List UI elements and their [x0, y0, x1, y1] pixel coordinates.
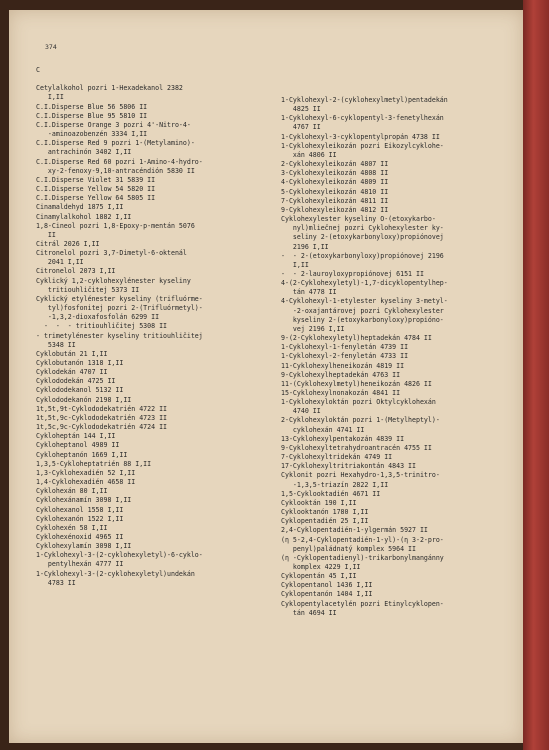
left-index-line: Cyklohexénoxid 4965 II — [36, 532, 124, 541]
right-index-line: 11-Cyklohexylheneikozán 4819 II — [281, 361, 405, 370]
left-index-line: 1,3,5-Cykloheptatrién 88 I,II — [36, 459, 152, 468]
right-index-line: penyl)paládnatý komplex 5964 II — [281, 544, 416, 553]
left-index-line: C.I.Disperse Blue 95 5810 II — [36, 111, 148, 120]
right-index-line: 9-Cyklohexyltetrahydroantracén 4755 II — [281, 443, 432, 452]
left-index-line: -1,3,2-dioxafosfolán 6299 II — [36, 313, 160, 322]
right-index-line: 13-Cyklohexylpentakozán 4839 II — [281, 434, 405, 443]
right-index-line: 2196 I,II — [281, 242, 329, 251]
right-index-line: 1-Cyklohexyl-2-fenyletán 4733 II — [281, 352, 409, 361]
left-index-line: Citrál 2026 I,II — [36, 239, 100, 248]
left-index-line: - - - tritiouhličitej 5308 II — [36, 322, 168, 331]
left-index-line: - trimetylénester kyseliny tritiouhličitej — [36, 331, 203, 340]
left-index-line: Cykloheptanón 1669 I,II — [36, 450, 128, 459]
right-index-line: cyklohexán 4741 II — [281, 425, 365, 434]
right-index-line: 7-Cyklohexyleikozán 4811 II — [281, 196, 389, 205]
left-index-line: 1,3-Cyklohexadién 52 I,II — [36, 468, 136, 477]
left-index-line: C.I.Disperse Orange 3 pozri 4'-Nitro-4- — [36, 120, 191, 129]
left-index-line: C.I.Disperse Blue 56 5806 II — [36, 102, 148, 111]
right-index-line: 4-Cyklohexyleikozán 4809 II — [281, 178, 389, 187]
left-index-line: 1t,5t,9c-Cyklododekatrién 4723 II — [36, 413, 168, 422]
left-index-line: 1t,5t,9t-Cyklododekatrién 4722 II — [36, 404, 168, 413]
left-index-line: 2041 I,II — [36, 258, 84, 267]
left-index-line: 5348 II — [36, 340, 76, 349]
right-index-line: (η 5-2,4-Cyklopentadién-1-yl)-(η 3-2-pro- — [281, 535, 444, 544]
left-index-line: Citronelol 2073 I,II — [36, 267, 116, 276]
left-index-line: 1,4-Cyklohexadién 4658 II — [36, 478, 136, 487]
right-index-line: 2,4-Cyklopentadién-1-ylgermán 5927 II — [281, 526, 428, 535]
right-index-line: 4825 II — [281, 105, 321, 114]
left-index-line: pentylhexán 4777 II — [36, 560, 124, 569]
left-index-line: 4783 II — [36, 578, 76, 587]
right-index-line: 15-Cyklohexylnonakozán 4841 II — [281, 389, 401, 397]
right-index-line: seliny 2-(etoxykarbonyloxy)propiónovej — [281, 233, 444, 242]
right-index-line: Cyklopentanón 1404 I,II — [281, 590, 373, 599]
right-index-line: Cyklooktán 190 I,II — [281, 498, 357, 507]
right-index-line: I,II — [281, 260, 309, 269]
right-index-line: 9-(2-Cyklohexyletyl)heptadekán 4784 II — [281, 334, 432, 343]
right-index-line: -1,3,5-triazín 2822 I,II — [281, 480, 389, 489]
right-index-line: Cyklohexylester kyseliny O-(etoxykarbo- — [281, 215, 436, 224]
right-index-line: komplex 4229 I,II — [281, 562, 361, 571]
left-index-line: II — [36, 230, 56, 239]
page-number: 374 — [45, 43, 57, 51]
left-index-line: tritiouhličitej 5373 II — [36, 285, 140, 294]
left-index-line: Cetylalkohol pozri 1-Hexadekanol 2382 — [36, 84, 183, 93]
right-index-line: 2-Cyklohexyleikozán 4807 II — [281, 160, 389, 169]
right-index-line: 9-Cyklohexyleikozán 4812 II — [281, 205, 389, 214]
left-index-line: Cykloheptanol 4989 II — [36, 441, 120, 450]
right-index-line: 1,5-Cyklooktadién 4671 II — [281, 489, 381, 498]
left-index-line: 1-Cyklohexyl-3-(2-cyklohexyletyl)-6-cyklo- — [36, 551, 203, 560]
right-index-line: 5-Cyklohexyleikozán 4810 II — [281, 187, 389, 196]
right-index-line: 1-Cyklohexyl-1-fenyletán 4739 II — [281, 343, 409, 352]
book-spine — [523, 0, 549, 750]
index-column-right — [281, 96, 496, 618]
left-index-line: Cykloheptán 144 I,II — [36, 432, 116, 441]
left-index-line: Cyklobután 21 I,II — [36, 349, 108, 358]
left-index-line: Cinamylalkohol 1882 I,II — [36, 212, 132, 221]
left-index-line: I,II — [36, 93, 64, 102]
left-index-line: Cyklohexanón 1522 I,II — [36, 514, 124, 523]
right-index-line: 3-Cyklohexyleikozán 4808 II — [281, 169, 389, 178]
left-index-line: 1-Cyklohexyl-3-(2-cyklohexyletyl)undekán — [36, 569, 195, 578]
right-index-line: 1-Cyklohexyl-2-(cyklohexylmetyl)pentadekán — [281, 96, 448, 104]
left-index-line: C — [36, 66, 40, 74]
left-index-line: antrachinón 3402 I,II — [36, 148, 132, 157]
left-index-line: Cyklický 1,2-cyklohexylénester kyseliny — [36, 276, 191, 285]
right-index-line: 1-Cyklohexyl-6-cyklopentyl-3-fenetylhexán — [281, 114, 444, 123]
left-index-line: Cyklodekán 4707 II — [36, 368, 108, 377]
left-index-line: 1t,5c,9c-Cyklododekatrién 4724 II — [36, 423, 168, 432]
right-index-line: 4-(2-Cyklohexyletyl)-1,7-dicyklopentylhep- — [281, 279, 448, 288]
left-index-line: Cyklohexán 80 I,II — [36, 487, 108, 496]
left-index-line: C.I.Disperse Yellow 64 5805 II — [36, 194, 156, 203]
left-index-line: Cyklododekanol 5132 II — [36, 386, 124, 395]
right-index-line: - - 2-lauroyloxypropiónovej 6151 II — [281, 269, 424, 278]
left-index-line: -aminoazobenzén 3334 I,II — [36, 130, 148, 139]
right-index-line: vej 2196 I,II — [281, 324, 345, 333]
right-index-line: 4767 II — [281, 123, 321, 132]
left-index-line: tyl)fosfonitej pozri 2-(Trifluórmetyl)- — [36, 304, 203, 313]
right-index-line: 4-Cyklohexyl-1-etylester kyseliny 3-metyl- — [281, 297, 448, 306]
left-index-line: xy-2-fenoxy-9,10-antracéndión 5830 II — [36, 166, 195, 175]
right-index-line: Cyklopentylacetylén pozri Etinylcyklopen- — [281, 599, 444, 608]
left-index-line: Cyklododekanón 2198 I,II — [36, 395, 132, 404]
left-index-line: Citronelol pozri 3,7-Dimetyl-6-oktenál — [36, 249, 187, 258]
right-index-line: - - 2-(etoxykarbonyloxy)propiónovej 2196 — [281, 251, 444, 260]
right-index-line: Cyklooktanón 1780 I,II — [281, 508, 369, 517]
right-index-line: 4740 II — [281, 407, 321, 416]
left-index-line: Cyklohexanol 1558 I,II — [36, 505, 124, 514]
right-index-line: tán 4778 II — [281, 288, 337, 297]
right-index-line: 2-Cyklohexyloktán pozri 1-(Metylheptyl)- — [281, 416, 440, 425]
right-index-line: Cyklopentán 45 I,II — [281, 572, 357, 581]
left-index-line: C.I.Disperse Yellow 54 5820 II — [36, 185, 156, 194]
right-index-line: 9-Cyklohexylheptadekán 4763 II — [281, 370, 401, 379]
right-index-line: kyseliny 2-(etoxykarbonyloxy)propióno- — [281, 315, 444, 324]
left-index-line: C.I.Disperse Red 9 pozri 1-(Metylamino)- — [36, 139, 195, 148]
index-column-left — [36, 66, 246, 588]
right-index-line: Cyklopentanol 1436 I,II — [281, 581, 373, 590]
left-index-line: C.I.Disperse Red 60 pozri 1-Amino-4-hydro- — [36, 157, 203, 166]
left-index-line: Cyklohexánamín 3098 I,II — [36, 496, 132, 505]
left-index-line: C.I.Disperse Violet 31 5839 II — [36, 175, 156, 184]
left-index-line: Cyklobutanón 1318 I,II — [36, 359, 124, 367]
right-index-line: 1-Cyklohexyloktán pozri Oktylcyklohexán — [281, 398, 436, 407]
right-index-line: (η -Cyklopentadienyl)-trikarbonylmangánny — [281, 553, 444, 562]
left-index-line — [36, 75, 246, 84]
right-index-line: nyl)mliečnej pozri Cyklohexylester ky- — [281, 224, 444, 233]
book-page — [9, 10, 523, 743]
right-index-line: Cyklopentadién 25 I,II — [281, 517, 369, 526]
right-index-line: -2-oxajantárovej pozri Cyklohexylester — [281, 306, 444, 315]
right-index-line: Cyklonit pozri Hexahydro-1,3,5-trinitro- — [281, 471, 440, 480]
left-index-line: 1,8-Cineol pozri 1,8-Epoxy-p-mentán 5076 — [36, 221, 195, 230]
left-index-line: Cyklohexén 58 I,II — [36, 523, 108, 532]
left-index-line: Cyklický etylénester kyseliny (trifluórme- — [36, 294, 203, 303]
left-index-line: Cinamaldehyd 1875 I,II — [36, 203, 124, 212]
right-index-line: 1-Cyklohexyleikozán pozri Eikozylcyklohe- — [281, 141, 444, 150]
left-index-line: Cyklododekán 4725 II — [36, 377, 116, 386]
right-index-line: 17-Cyklohexyltritriakontán 4843 II — [281, 462, 416, 471]
right-index-line: 11-(Cyklohexylmetyl)heneikozán 4826 II — [281, 379, 432, 388]
right-index-line: 1-Cyklohexyl-3-cyklopentylpropán 4738 II — [281, 132, 440, 141]
right-index-line: xán 4806 II — [281, 150, 337, 159]
right-index-line: 7-Cyklohexyltridekán 4749 II — [281, 453, 393, 462]
right-index-line: tán 4694 II — [281, 608, 337, 617]
left-index-line: Cyklohexylamín 3098 I,II — [36, 542, 132, 551]
